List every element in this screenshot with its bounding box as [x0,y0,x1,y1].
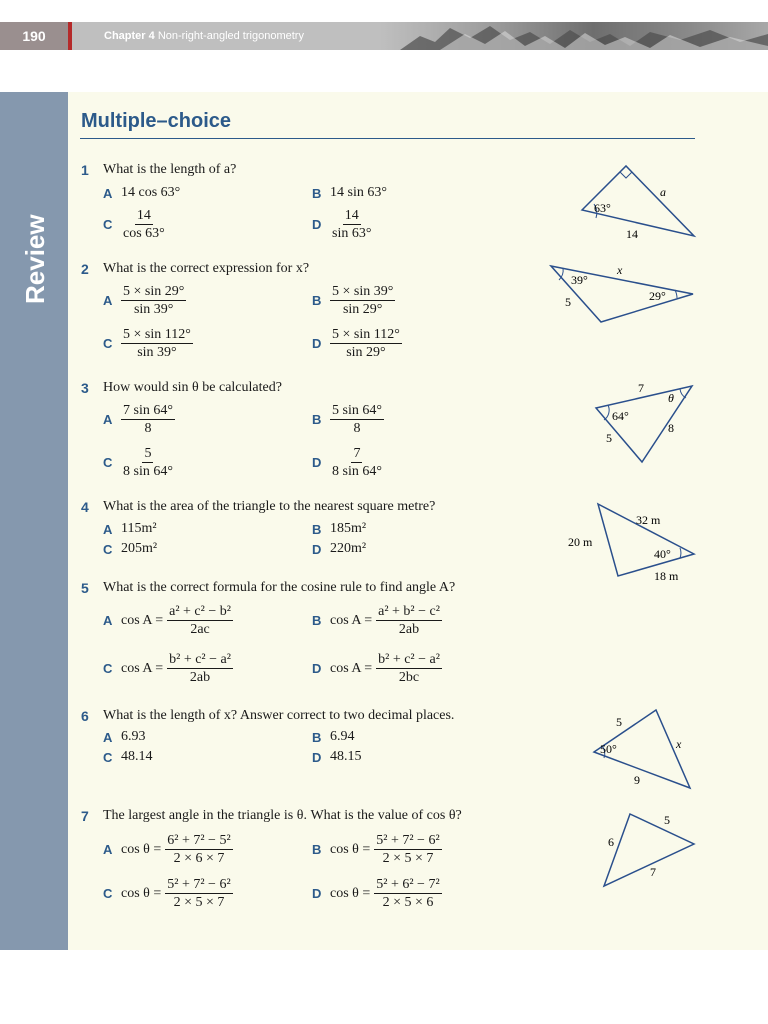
formula-prefix: cos θ = [121,841,162,857]
denominator: 2ab [189,670,211,685]
denominator: sin 29° [346,345,386,360]
fraction [330,326,402,361]
question-text: The largest angle in the triangle is θ. What is the value of cos θ? [103,808,462,823]
fraction [374,832,441,867]
triangle-diagram-3 [592,380,702,470]
option-letter: D [312,455,322,470]
option-letter: D [312,886,322,901]
numerator: 14 [136,208,151,223]
option-text: 205m² [121,541,158,556]
fraction [121,402,175,437]
question-text: What is the length of x? Answer correct to two decimal places. [103,708,455,723]
triangle-diagram-6 [596,808,706,898]
fraction [121,445,175,480]
diagram-label: 7 [638,381,644,395]
fraction [121,207,167,242]
numerator: 5 × sin 29° [123,284,185,299]
option-d[interactable] [312,749,362,765]
question-number: 4 [81,499,89,515]
option-d[interactable] [312,207,373,242]
chapter-name: Non-right-angled trigonometry [157,30,304,42]
option-letter: C [103,541,113,557]
diagram-label: 64° [612,409,629,423]
diagram-label: 5 [664,813,670,827]
denominator: cos 63° [123,226,165,241]
diagram-label: 40° [654,547,671,561]
option-c[interactable] [103,207,167,242]
option-b[interactable] [312,832,442,867]
diagram-label: 50° [600,742,617,756]
question-number: 2 [81,261,89,277]
option-c[interactable] [103,541,157,557]
option-letter: B [312,521,322,537]
option-a[interactable] [103,603,233,638]
option-c[interactable] [103,326,193,361]
review-sidebar [0,92,68,950]
diagram-label: 8 [668,421,674,435]
option-text: 115m² [121,521,157,536]
option-letter: B [312,412,322,427]
option-c[interactable] [103,749,153,765]
option-b[interactable] [312,283,395,318]
numerator: b² + c² − a² [378,652,440,667]
formula-prefix: cos A = [121,660,164,676]
diagram-label: 5 [606,431,612,445]
fraction [121,326,193,361]
diagram-label: 14 [626,227,638,241]
option-letter: B [312,185,322,201]
question-number: 6 [81,708,89,724]
question-text: What is the area of the triangle to the nearest square metre? [103,499,436,514]
option-letter: D [312,541,322,557]
option-text: 48.15 [330,749,362,764]
review-label-graphic [12,204,56,304]
option-letter: B [312,613,322,628]
page-number: 190 [0,22,68,50]
option-letter: C [103,336,113,351]
numerator: a² + b² − c² [378,604,440,619]
section-rule [80,138,695,139]
denominator: 2 × 5 × 7 [382,851,434,866]
chapter-label: Chapter 4 [104,30,155,42]
triangle-diagram-5 [580,708,705,798]
fraction [121,283,186,318]
option-a[interactable] [103,185,180,201]
option-letter: A [103,185,113,201]
header-divider [68,22,72,50]
denominator: sin 63° [332,226,372,241]
option-letter: D [312,336,322,351]
question-number: 1 [81,162,89,178]
triangle-diagram-1 [570,160,710,255]
option-letter: D [312,217,322,232]
formula-prefix: cos A = [330,612,373,628]
fraction [167,603,233,638]
numerator: 14 [344,208,359,223]
chapter-title [104,22,304,50]
diagram-label: x [617,263,623,277]
diagram-label: 63° [594,201,611,215]
option-letter: B [312,729,322,745]
option-text: 6.94 [330,729,355,744]
denominator: 2 × 5 × 7 [173,895,225,910]
option-letter: A [103,412,113,427]
option-letter: A [103,293,113,308]
option-text: 14 sin 63° [330,185,387,200]
diagram-label: 9 [634,773,640,787]
question-text: What is the correct expression for x? [103,261,310,276]
question-text: How would sin θ be calculated? [103,380,282,395]
option-d[interactable] [312,445,384,480]
denominator: 8 sin 64° [123,464,173,479]
diagram-label: 6 [608,835,614,849]
question-number: 7 [81,808,89,824]
denominator: 8 sin 64° [332,464,382,479]
option-a[interactable] [103,832,233,867]
option-c[interactable] [103,876,233,911]
numerator: 5 × sin 112° [332,327,400,342]
fraction [330,283,395,318]
option-a[interactable] [103,521,157,537]
diagram-label: 5 [616,715,622,729]
diagram-label: 39° [571,273,588,287]
fraction [330,207,373,242]
triangle-diagram-4 [566,500,706,590]
denominator: sin 29° [342,302,383,317]
numerator: 5 × sin 39° [332,284,394,299]
diagram-label: 7 [650,865,656,879]
option-b[interactable] [312,603,442,638]
denominator: sin 39° [133,302,174,317]
option-letter: A [103,842,113,857]
denominator: 2ac [190,622,210,637]
option-text: 14 cos 63° [121,185,181,200]
diagram-label: a [660,185,666,199]
diagram-label: x [676,737,682,751]
option-a[interactable] [103,729,146,745]
option-d[interactable] [312,326,402,361]
diagram-label: 5 [565,295,571,309]
option-d[interactable] [312,541,366,557]
numerator: 5² + 6² − 7² [376,877,440,892]
option-d[interactable] [312,876,442,911]
formula-prefix: cos θ = [121,885,162,901]
question-text: What is the length of a? [103,162,237,177]
option-letter: B [312,293,322,308]
option-text: 6.93 [121,729,146,744]
numerator: 7 [353,446,361,461]
question-number: 5 [81,580,89,596]
option-letter: A [103,729,113,745]
numerator: a² + c² − b² [169,604,231,619]
triangle-diagram-2 [545,262,705,337]
option-text: 220m² [330,541,367,556]
option-c[interactable] [103,445,175,480]
option-letter: C [103,455,113,470]
option-letter: A [103,521,113,537]
page-header [0,22,768,50]
diagram-label: 18 m [654,569,679,583]
option-b[interactable] [312,185,387,201]
diagram-label: 32 m [636,513,661,527]
denominator: 2 × 5 × 6 [382,895,434,910]
denominator: 8 [353,421,361,436]
fraction [165,832,232,867]
option-letter: D [312,661,322,676]
banner-art-icon [380,22,768,50]
option-letter: C [103,886,113,901]
fraction [376,651,442,686]
section-title: Multiple–choice [81,110,232,132]
diagram-label: 20 m [568,535,593,549]
header-banner-image [380,22,768,50]
numerator: 5² + 7² − 6² [167,877,231,892]
option-text: 185m² [330,521,367,536]
review-label: Review [20,214,50,304]
option-text: 48.14 [121,749,153,764]
fraction [165,876,232,911]
option-letter: A [103,613,113,628]
option-b[interactable] [312,402,384,437]
numerator: 5 sin 64° [332,403,382,418]
denominator: 8 [144,421,152,436]
option-a[interactable] [103,402,175,437]
option-b[interactable] [312,521,366,537]
diagram-label: 29° [649,289,666,303]
numerator: 5 × sin 112° [123,327,191,342]
numerator: 6² + 7² − 5² [167,833,231,848]
denominator: 2bc [398,670,420,685]
denominator: 2ab [398,622,420,637]
fraction [376,603,442,638]
denominator: 2 × 6 × 7 [173,851,225,866]
option-letter: D [312,749,322,765]
option-letter: C [103,661,113,676]
question-text: What is the correct formula for the cosine rule to find angle A? [103,580,456,595]
denominator: sin 39° [137,345,177,360]
option-d[interactable] [312,651,442,686]
numerator: 5² + 7² − 6² [376,833,440,848]
option-letter: C [103,749,113,765]
numerator: b² + c² − a² [169,652,231,667]
fraction [374,876,441,911]
option-b[interactable] [312,729,355,745]
question-number: 3 [81,380,89,396]
numerator: 5 [144,446,152,461]
option-letter: B [312,842,322,857]
option-letter: C [103,217,113,232]
formula-prefix: cos A = [330,660,373,676]
diagram-label: θ [668,391,674,405]
option-a[interactable] [103,283,186,318]
formula-prefix: cos θ = [330,841,371,857]
formula-prefix: cos θ = [330,885,371,901]
formula-prefix: cos A = [121,612,164,628]
fraction [167,651,233,686]
fraction [330,402,384,437]
option-c[interactable] [103,651,233,686]
numerator: 7 sin 64° [123,403,173,418]
fraction [330,445,384,480]
